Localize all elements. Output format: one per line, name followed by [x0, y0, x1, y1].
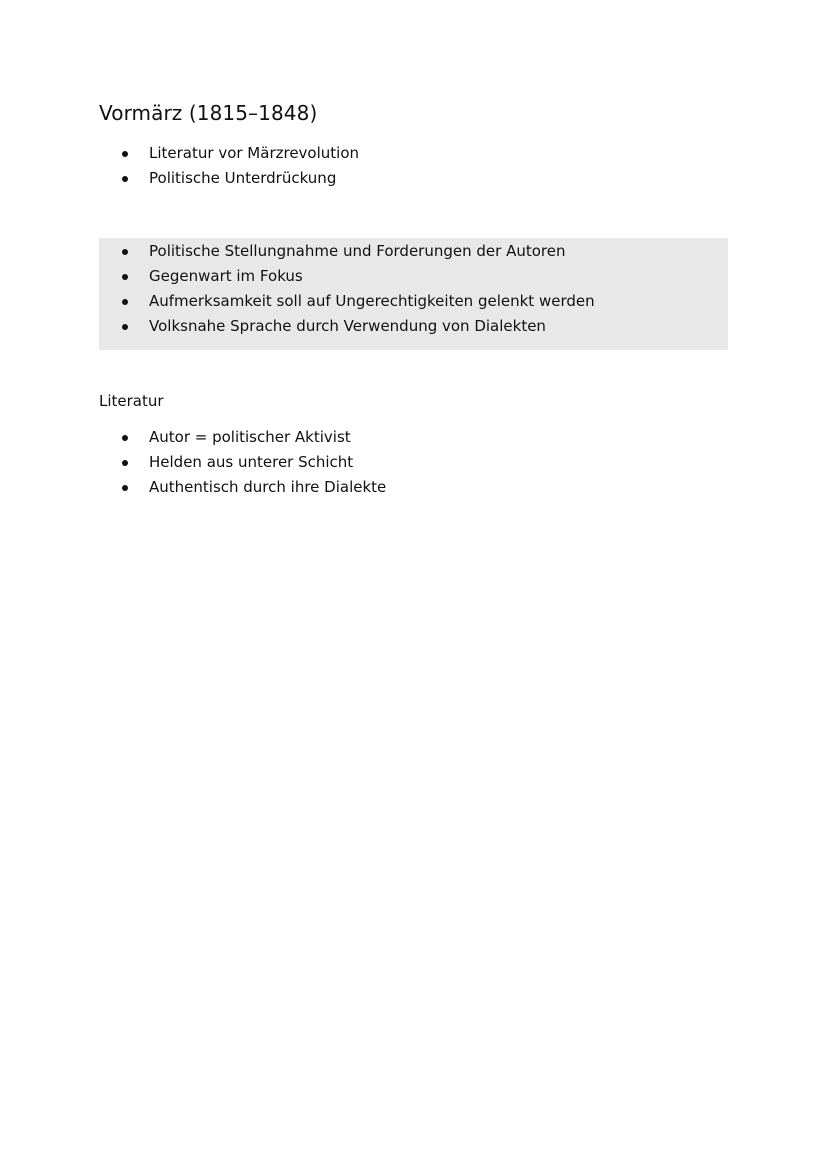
list-item: [99, 239, 595, 264]
list-item-text: Aufmerksamkeit soll auf Ungerechtigkeiten gelenkt werden: [149, 292, 595, 310]
list-item-text: Autor = politischer Aktivist: [149, 428, 351, 446]
list-item: [99, 475, 386, 500]
list-item: [99, 450, 386, 475]
list-item: [99, 314, 595, 339]
list-item: [99, 289, 595, 314]
list-item-text: Helden aus unterer Schicht: [149, 453, 354, 471]
bullet-icon: [122, 249, 128, 255]
bullet-icon: [122, 299, 128, 305]
bullet-icon: [122, 176, 128, 182]
list-item-text: Politische Unterdrückung: [149, 169, 337, 187]
bullet-icon: [122, 324, 128, 330]
list-item-text: Volksnahe Sprache durch Verwendung von Dialekten: [149, 317, 546, 335]
list-item-text: Literatur vor Märzrevolution: [149, 144, 360, 162]
list-item: [99, 166, 359, 191]
list-item-text: Authentisch durch ihre Dialekte: [149, 478, 387, 496]
bullet-icon: [122, 435, 128, 441]
list-item: [99, 141, 359, 166]
bullet-icon: [122, 460, 128, 466]
page-title: Vormärz (1815–1848): [99, 101, 318, 125]
list-item-text: Gegenwart im Fokus: [149, 267, 303, 285]
bullet-icon: [122, 151, 128, 157]
list-item-text: Politische Stellungnahme und Forderungen der Autoren: [149, 242, 566, 260]
literature-heading: Literatur: [99, 392, 164, 410]
intro-list: [99, 141, 359, 191]
list-item: [99, 425, 386, 450]
bullet-icon: [122, 485, 128, 491]
literature-list: [99, 425, 386, 500]
highlight-list: [99, 239, 595, 339]
list-item: [99, 264, 595, 289]
bullet-icon: [122, 274, 128, 280]
